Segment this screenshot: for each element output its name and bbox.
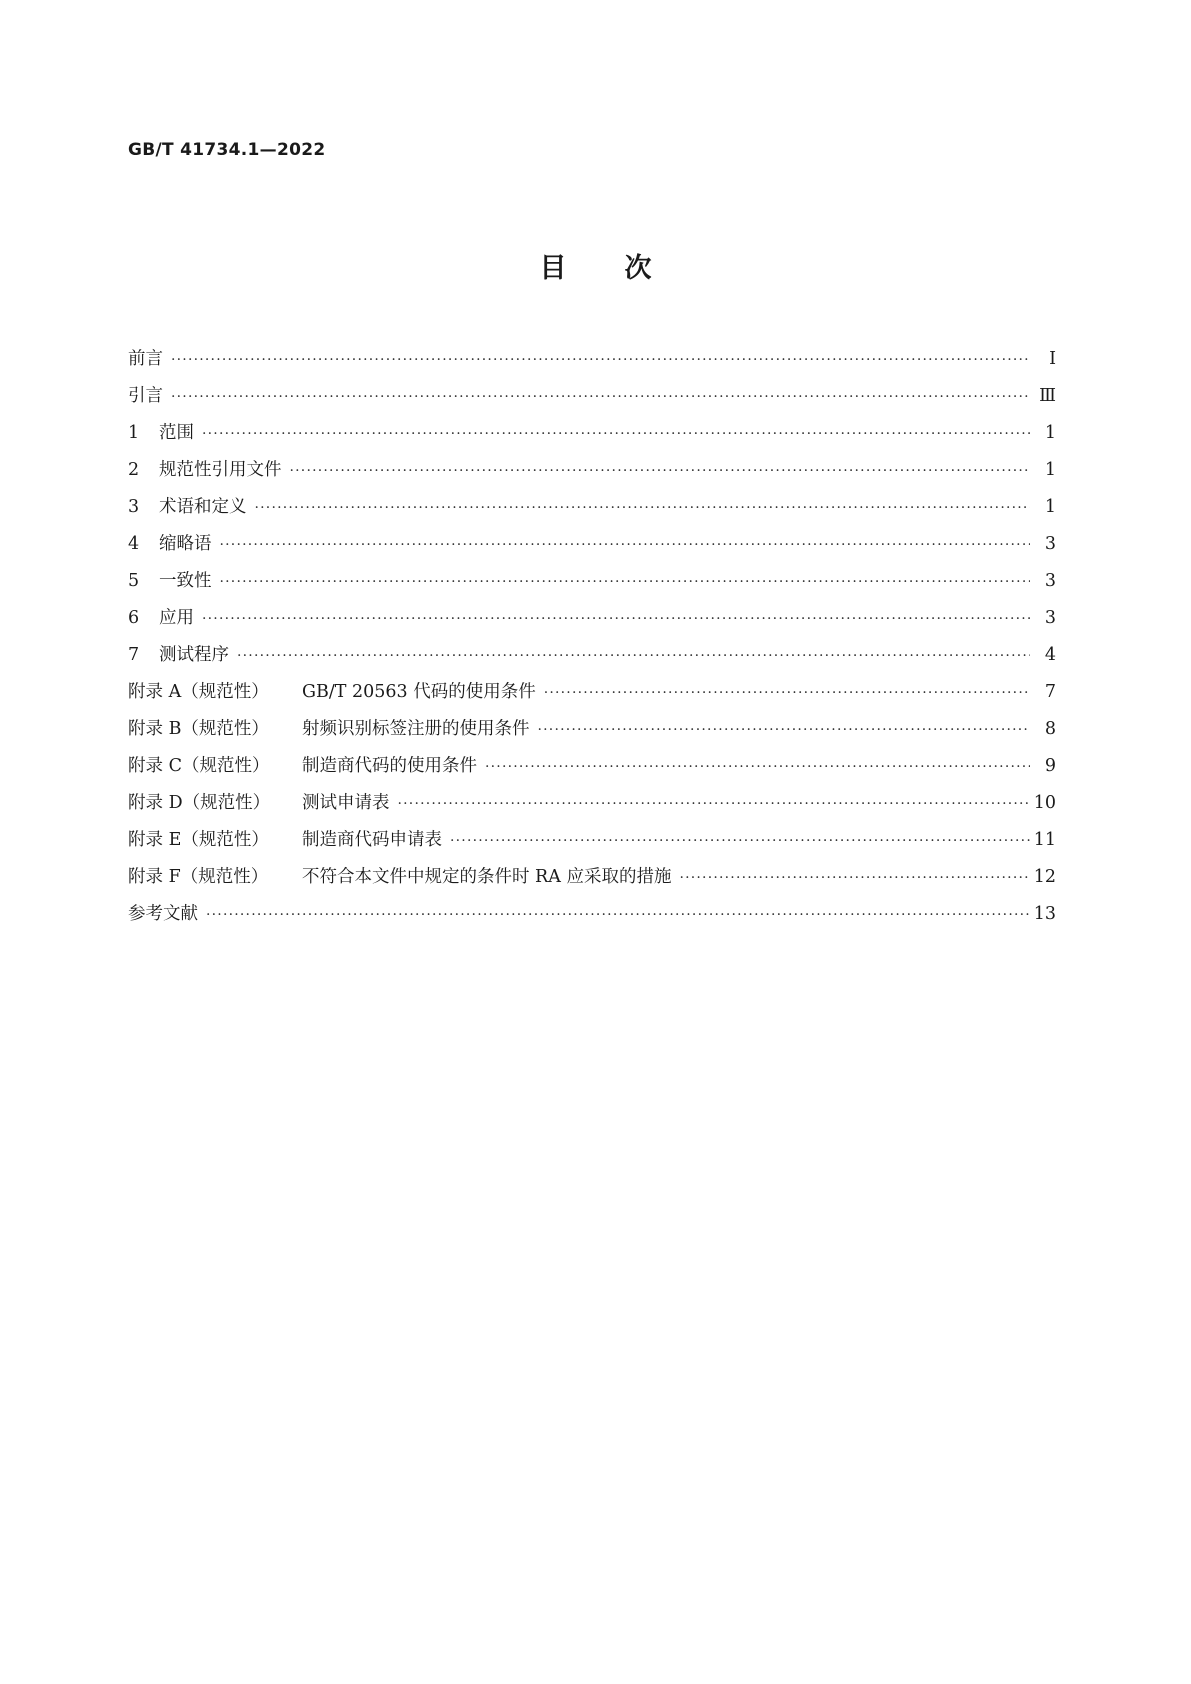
toc-entry-page-number: 9 — [1044, 756, 1056, 776]
toc-entry-label: 术语和定义 — [159, 497, 247, 517]
toc-dot-leader — [255, 490, 1031, 527]
toc-entry-page-number: 11 — [1033, 830, 1056, 850]
toc-dot-leader — [485, 749, 1030, 786]
toc-dot-leader — [538, 712, 1031, 749]
toc-entry-number: 4 — [128, 534, 140, 554]
toc-entry-page-number: Ⅰ — [1049, 349, 1056, 369]
toc-entry-page-number: 4 — [1044, 645, 1056, 665]
toc-entry[interactable] — [128, 674, 1056, 711]
toc-entry[interactable] — [128, 822, 1056, 859]
toc-title: 目次 — [539, 253, 710, 284]
toc-dot-leader — [171, 342, 1030, 379]
toc-entry-number: 5 — [128, 571, 140, 591]
table-of-contents — [128, 341, 1056, 933]
toc-entry-page-number: 7 — [1044, 682, 1056, 702]
toc-entry-annex-prefix: 附录 F（规范性） — [128, 867, 269, 887]
toc-dot-leader — [202, 416, 1030, 453]
toc-entry-annex-prefix: 附录 B（规范性） — [128, 719, 269, 739]
toc-entry[interactable] — [128, 378, 1056, 415]
toc-entry[interactable] — [128, 526, 1056, 563]
toc-entry-page-number: 3 — [1044, 534, 1056, 554]
toc-dot-leader — [220, 527, 1031, 564]
toc-entry-label: 一致性 — [159, 571, 212, 591]
toc-entry[interactable] — [128, 896, 1056, 933]
toc-entry-label: 参考文献 — [128, 904, 198, 924]
toc-entry[interactable] — [128, 748, 1056, 785]
toc-entry-annex-prefix: 附录 A（规范性） — [128, 682, 269, 702]
toc-entry-page-number: 1 — [1044, 460, 1056, 480]
toc-entry-page-number: 8 — [1044, 719, 1056, 739]
toc-entry-page-number: 12 — [1033, 867, 1056, 887]
toc-dot-leader — [679, 860, 1029, 897]
toc-entry-page-number: Ⅲ — [1039, 386, 1056, 406]
toc-entry[interactable] — [128, 785, 1056, 822]
toc-entry[interactable] — [128, 415, 1056, 452]
toc-dot-leader — [398, 786, 1030, 823]
toc-dot-leader — [206, 897, 1030, 934]
toc-dot-leader — [237, 638, 1030, 675]
toc-dot-leader — [220, 564, 1031, 601]
toc-entry-number: 6 — [128, 608, 140, 628]
toc-entry[interactable] — [128, 563, 1056, 600]
toc-entry-annex-prefix: 附录 E（规范性） — [128, 830, 269, 850]
toc-entry-label: 规范性引用文件 — [159, 460, 282, 480]
toc-entry-label: 测试程序 — [159, 645, 229, 665]
toc-entry[interactable] — [128, 452, 1056, 489]
toc-dot-leader — [171, 379, 1030, 416]
toc-entry-label: 制造商代码申请表 — [302, 830, 442, 850]
toc-entry-page-number: 1 — [1044, 497, 1056, 517]
toc-dot-leader — [544, 675, 1030, 712]
toc-entry[interactable] — [128, 489, 1056, 526]
toc-entry-label: 前言 — [128, 349, 163, 369]
toc-dot-leader — [450, 823, 1030, 860]
toc-entry[interactable] — [128, 600, 1056, 637]
toc-entry-page-number: 3 — [1044, 571, 1056, 591]
toc-entry-annex-prefix: 附录 C（规范性） — [128, 756, 270, 776]
toc-entry[interactable] — [128, 637, 1056, 674]
toc-dot-leader — [202, 601, 1030, 638]
toc-entry-page-number: 3 — [1044, 608, 1056, 628]
toc-entry-label: 范围 — [159, 423, 194, 443]
toc-entry-page-number: 13 — [1033, 904, 1056, 924]
document-code: GB/T 41734.1—2022 — [128, 140, 326, 160]
toc-entry-page-number: 1 — [1044, 423, 1056, 443]
toc-entry-page-number: 10 — [1033, 793, 1056, 813]
toc-entry-label: 引言 — [128, 386, 163, 406]
toc-entry-number: 3 — [128, 497, 140, 517]
toc-entry-number: 2 — [128, 460, 140, 480]
toc-entry-number: 1 — [128, 423, 140, 443]
toc-dot-leader — [290, 453, 1031, 490]
toc-entry-label: 制造商代码的使用条件 — [302, 756, 477, 776]
toc-entry-label: 不符合本文件中规定的条件时 RA 应采取的措施 — [302, 867, 672, 887]
toc-entry-label: GB/T 20563 代码的使用条件 — [302, 682, 536, 702]
toc-entry[interactable] — [128, 859, 1056, 896]
toc-entry-label: 射频识别标签注册的使用条件 — [302, 719, 530, 739]
toc-entry[interactable] — [128, 341, 1056, 378]
toc-entry[interactable] — [128, 711, 1056, 748]
toc-entry-number: 7 — [128, 645, 140, 665]
toc-entry-label: 应用 — [159, 608, 194, 628]
toc-entry-label: 测试申请表 — [302, 793, 390, 813]
toc-entry-label: 缩略语 — [159, 534, 212, 554]
toc-entry-annex-prefix: 附录 D（规范性） — [128, 793, 271, 813]
